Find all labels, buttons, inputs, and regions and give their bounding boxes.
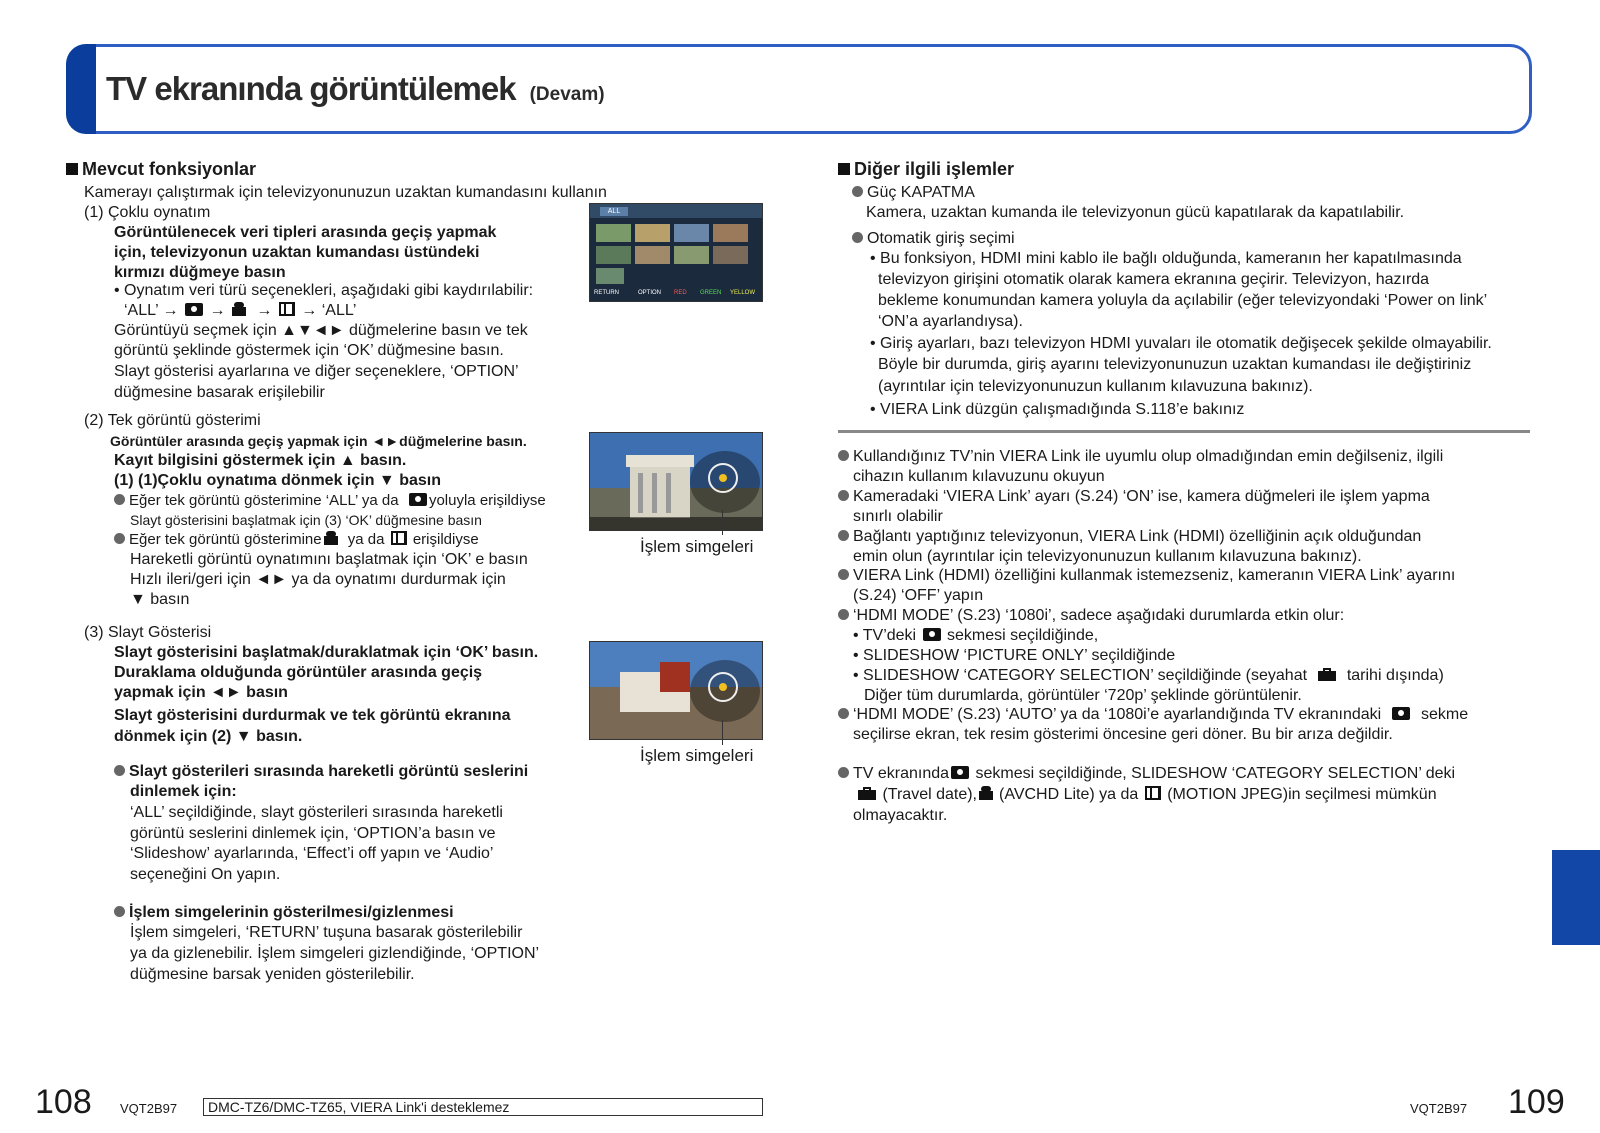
s2-note-1-detail: Slayt gösterisini başlatmak için (3) ‘OK’ düğmesine basın — [130, 512, 482, 528]
s1-sequence: ‘ALL’ → → → → ‘ALL’ — [124, 302, 357, 319]
s2-bold-3: (1) (1)Çoklu oynatıma dönmek için ▼ basın — [114, 472, 441, 489]
note-4-line-2: (S.24) ‘OFF’ yapın — [853, 587, 984, 604]
title-subtitle: (Devam) — [529, 84, 605, 105]
intro-text: Kamerayı çalıştırmak için televizyonunuzun uzaktan kumandasını kullanın — [84, 184, 607, 201]
note-6-line-1: ‘HDMI MODE’ (S.23) ‘AUTO’ ya da ‘1080i’e ayarlandığında TV ekranındaki sekme — [838, 705, 1468, 725]
s3-note-bold-2: dinlemek için: — [130, 783, 237, 800]
note-2-line-2: sınırlı olabilir — [853, 508, 943, 525]
s1-bold-3: kırmızı düğmeye basın — [114, 264, 286, 281]
header-accent-bar — [66, 44, 96, 134]
left-doc-code: VQT2B97 — [120, 1101, 178, 1116]
s3-bold-2: Duraklama olduğunda görüntüler arasında geçiş — [114, 664, 483, 681]
s2-bold-2: Kayıt bilgisini göstermek için ▲ basın. — [114, 452, 407, 469]
auto-line-8: • VIERA Link düzgün çalışmadığında S.118’e bakınız — [870, 401, 1245, 418]
s2-note-2-line-3: ▼ basın — [130, 591, 190, 608]
note-2-line-1: Kameradaki ‘VIERA Link’ ayarı (S.24) ‘ON’ ise, kamera düğmeleri ile işlem yapma — [838, 487, 1430, 507]
auto-line-6: Böyle bir durumda, giriş ayarını televizyonunuzun uzaktan kumandası ile değiştiriniz — [878, 356, 1472, 373]
note-7-line-3: olmayacaktır. — [853, 807, 948, 824]
note-4-line-1: VIERA Link (HDMI) özelliğini kullanmak istemezseniz, kameranın VIERA Link’ ayarını — [838, 566, 1455, 586]
s2-bold-1: Görüntüler arasında geçiş yapmak için ◄►düğmelerine basın. — [110, 433, 527, 449]
camera-icon — [409, 493, 427, 506]
note-7-line-2: (Travel date), (AVCHD Lite) ya da (MOTION JPEG)in seçilmesi mümkün — [856, 785, 1437, 805]
s2-note-1: Eğer tek görüntü gösterimine ‘ALL’ ya da yoluyla erişildiyse — [114, 491, 546, 511]
note-3-line-1: Bağlantı yaptığınız televizyonun, VIERA Link (HDMI) özelliğinin açık olduğundan — [838, 527, 1421, 547]
caption-operation-icons-2: İşlem simgeleri — [640, 746, 754, 765]
avchd-icon — [324, 531, 342, 545]
left-page-number: 108 — [35, 1083, 92, 1121]
screen-label-return: RETURN — [594, 290, 619, 296]
s2-note-2-line-2: Hızlı ileri/geri için ◄► ya da oynatımı durdurmak için — [130, 571, 506, 588]
travel-date-icon — [1318, 668, 1336, 681]
s3-note-line-3: ‘Slideshow’ ayarlarında, ‘Effect’i off yapın ve ‘Audio’ — [130, 845, 494, 862]
note-5-line-3: • SLIDESHOW ‘PICTURE ONLY’ seçildiğinde — [853, 647, 1176, 664]
s1-para-1: Görüntüyü seçmek için ▲▼◄► düğmelerine basın ve tek — [114, 322, 528, 339]
slideshow-screen — [589, 641, 763, 740]
s1-bold-2: için, televizyonun uzaktan kumandası üstündeki — [114, 244, 480, 261]
motion-jpeg-icon — [391, 531, 407, 545]
auto-line-2: televizyon girişini otomatik olarak kamera ekranına geçirir. Televizyon, hazırda — [878, 271, 1430, 288]
motion-jpeg-icon — [279, 302, 295, 316]
note-1-line-1: Kullandığınız TV’nin VIERA Link ile uyumlu olup olmadığından emin değilseniz, ilgili — [838, 447, 1443, 467]
single-image-screen — [589, 432, 763, 531]
s1-para-4: düğmesine basarak erişilebilir — [114, 384, 325, 401]
s3-bold-1: Slayt gösterisini başlatmak/duraklatmak için ‘OK’ basın. — [114, 644, 539, 661]
s3-title: (3) Slayt Gösterisi — [84, 624, 212, 641]
s3-icons-line-1: İşlem simgeleri, ‘RETURN’ tuşuna basarak gösterilebilir — [130, 924, 523, 941]
power-text: Kamera, uzaktan kumanda ile televizyonun gücü kapatılarak da kapatılabilir. — [866, 204, 1405, 221]
s3-note-line-1: ‘ALL’ seçildiğinde, slayt gösterileri sırasında hareketli — [130, 804, 503, 821]
s3-note-line-2: görüntü seslerini dinlemek için, ‘OPTION’a basın ve — [130, 825, 496, 842]
note-7-line-1: TV ekranında sekmesi seçildiğinde, SLIDESHOW ‘CATEGORY SELECTION’ deki — [838, 764, 1455, 784]
travel-date-icon — [858, 787, 876, 800]
chapter-side-tab — [1552, 850, 1600, 945]
multi-playback-screen — [589, 203, 763, 302]
s3-icons-line-2: ya da gizlenebilir. İşlem simgeleri gizlendiğinde, ‘OPTION’ — [130, 945, 540, 962]
auto-line-7: (ayrıntılar için televizyonunuzun kullanım kılavuzuna bakınız). — [878, 378, 1313, 395]
s1-para-3: Slayt gösterisi ayarlarına ve diğer seçeneklere, ‘OPTION’ — [114, 363, 519, 380]
s3-icons-line-3: düğmesine barsak yeniden gösterilebilir. — [130, 966, 415, 983]
auto-line-4: ‘ON’a ayarlandıysa). — [878, 313, 1023, 330]
screen-label-green: GREEN — [700, 290, 722, 296]
section-divider — [838, 430, 1530, 433]
section-heading-related: Diğer ilgili işlemler — [838, 159, 1014, 180]
note-5-line-5: Diğer tüm durumlarda, görüntüler ‘720p’ şeklinde görüntülenir. — [864, 687, 1302, 704]
s1-title: (1) Çoklu oynatım — [84, 204, 211, 221]
camera-icon — [923, 628, 941, 641]
title-text: TV ekranında görüntülemek — [106, 70, 516, 107]
screen-label-red: RED — [674, 290, 687, 296]
right-page-number: 109 — [1508, 1083, 1565, 1121]
s2-title: (2) Tek görüntü gösterimi — [84, 412, 261, 429]
avchd-icon — [979, 786, 997, 800]
s3-icons-heading: İşlem simgelerinin gösterilmesi/gizlenmesi — [114, 903, 454, 923]
auto-line-5: • Giriş ayarları, bazı televizyon HDMI yuvaları ile otomatik değişecek şekilde olmayabilir. — [870, 335, 1492, 352]
s2-note-2: Eğer tek görüntü gösterimine ya da erişildiyse — [114, 530, 479, 550]
s1-para-2: görüntü şeklinde göstermek için ‘OK’ düğmesine basın. — [114, 342, 504, 359]
s3-bold-3: yapmak için ◄► basın — [114, 684, 288, 701]
camera-icon — [185, 303, 203, 316]
motion-jpeg-icon — [1145, 786, 1161, 800]
auto-input-title: Otomatik giriş seçimi — [852, 229, 1015, 249]
note-5-line-2: • TV’deki sekmesi seçildiğinde, — [853, 627, 1099, 644]
camera-icon — [951, 766, 969, 779]
note-6-line-2: seçilirse ekran, tek resim gösterimi öncesine geri döner. Bu bir arıza değildir. — [853, 726, 1393, 743]
page-title — [106, 70, 605, 108]
avchd-icon — [232, 302, 250, 316]
s2-note-2-line-1: Hareketli görüntü oynatımını başlatmak için ‘OK’ e basın — [130, 551, 528, 568]
s3-note-bold-1: Slayt gösterileri sırasında hareketli görüntü seslerini — [114, 762, 528, 782]
right-doc-code: VQT2B97 — [1410, 1101, 1468, 1116]
note-5-line-1: ‘HDMI MODE’ (S.23) ‘1080i’, sadece aşağıdaki durumlarda etkin olur: — [838, 606, 1344, 626]
s3-bold-4: Slayt gösterisini durdurmak ve tek görüntü ekranına — [114, 707, 511, 724]
note-1-line-2: cihazın kullanım kılavuzunu okuyun — [853, 468, 1105, 485]
screen-label-option: OPTION — [638, 290, 662, 296]
camera-icon — [1392, 707, 1410, 720]
power-title: Güç KAPATMA — [852, 183, 975, 203]
s3-note-line-4: seçeneğini On yapın. — [130, 866, 281, 883]
s1-bold-1: Görüntülenecek veri tipleri arasında geçiş yapmak — [114, 224, 497, 241]
s1-bullet: • Oynatım veri türü seçenekleri, aşağıdaki gibi kaydırılabilir: — [114, 282, 534, 299]
footer-note: DMC-TZ6/DMC-TZ65, VIERA Link'i desteklemez — [203, 1098, 763, 1116]
auto-line-3: bekleme konumundan kamera yoluyla da açılabilir (eğer televizyondaki ‘Power on link’ — [878, 292, 1488, 309]
note-5-line-4: • SLIDESHOW ‘CATEGORY SELECTION’ seçildiğinde (seyahat tarihi dışında) — [853, 667, 1444, 684]
screen-label-yellow: YELLOW — [730, 290, 756, 296]
caption-operation-icons-1: İşlem simgeleri — [640, 537, 754, 556]
s3-bold-5: dönmek için (2) ▼ basın. — [114, 728, 303, 745]
auto-line-1: • Bu fonksiyon, HDMI mini kablo ile bağlı olduğunda, kameranın her kapatılmasında — [870, 250, 1462, 267]
tab-all: ALL — [600, 207, 628, 216]
note-3-line-2: emin olun (ayrıntılar için televizyonunuzun kullanım kılavuzuna bakınız). — [853, 548, 1362, 565]
section-heading-functions: Mevcut fonksiyonlar — [66, 159, 256, 180]
